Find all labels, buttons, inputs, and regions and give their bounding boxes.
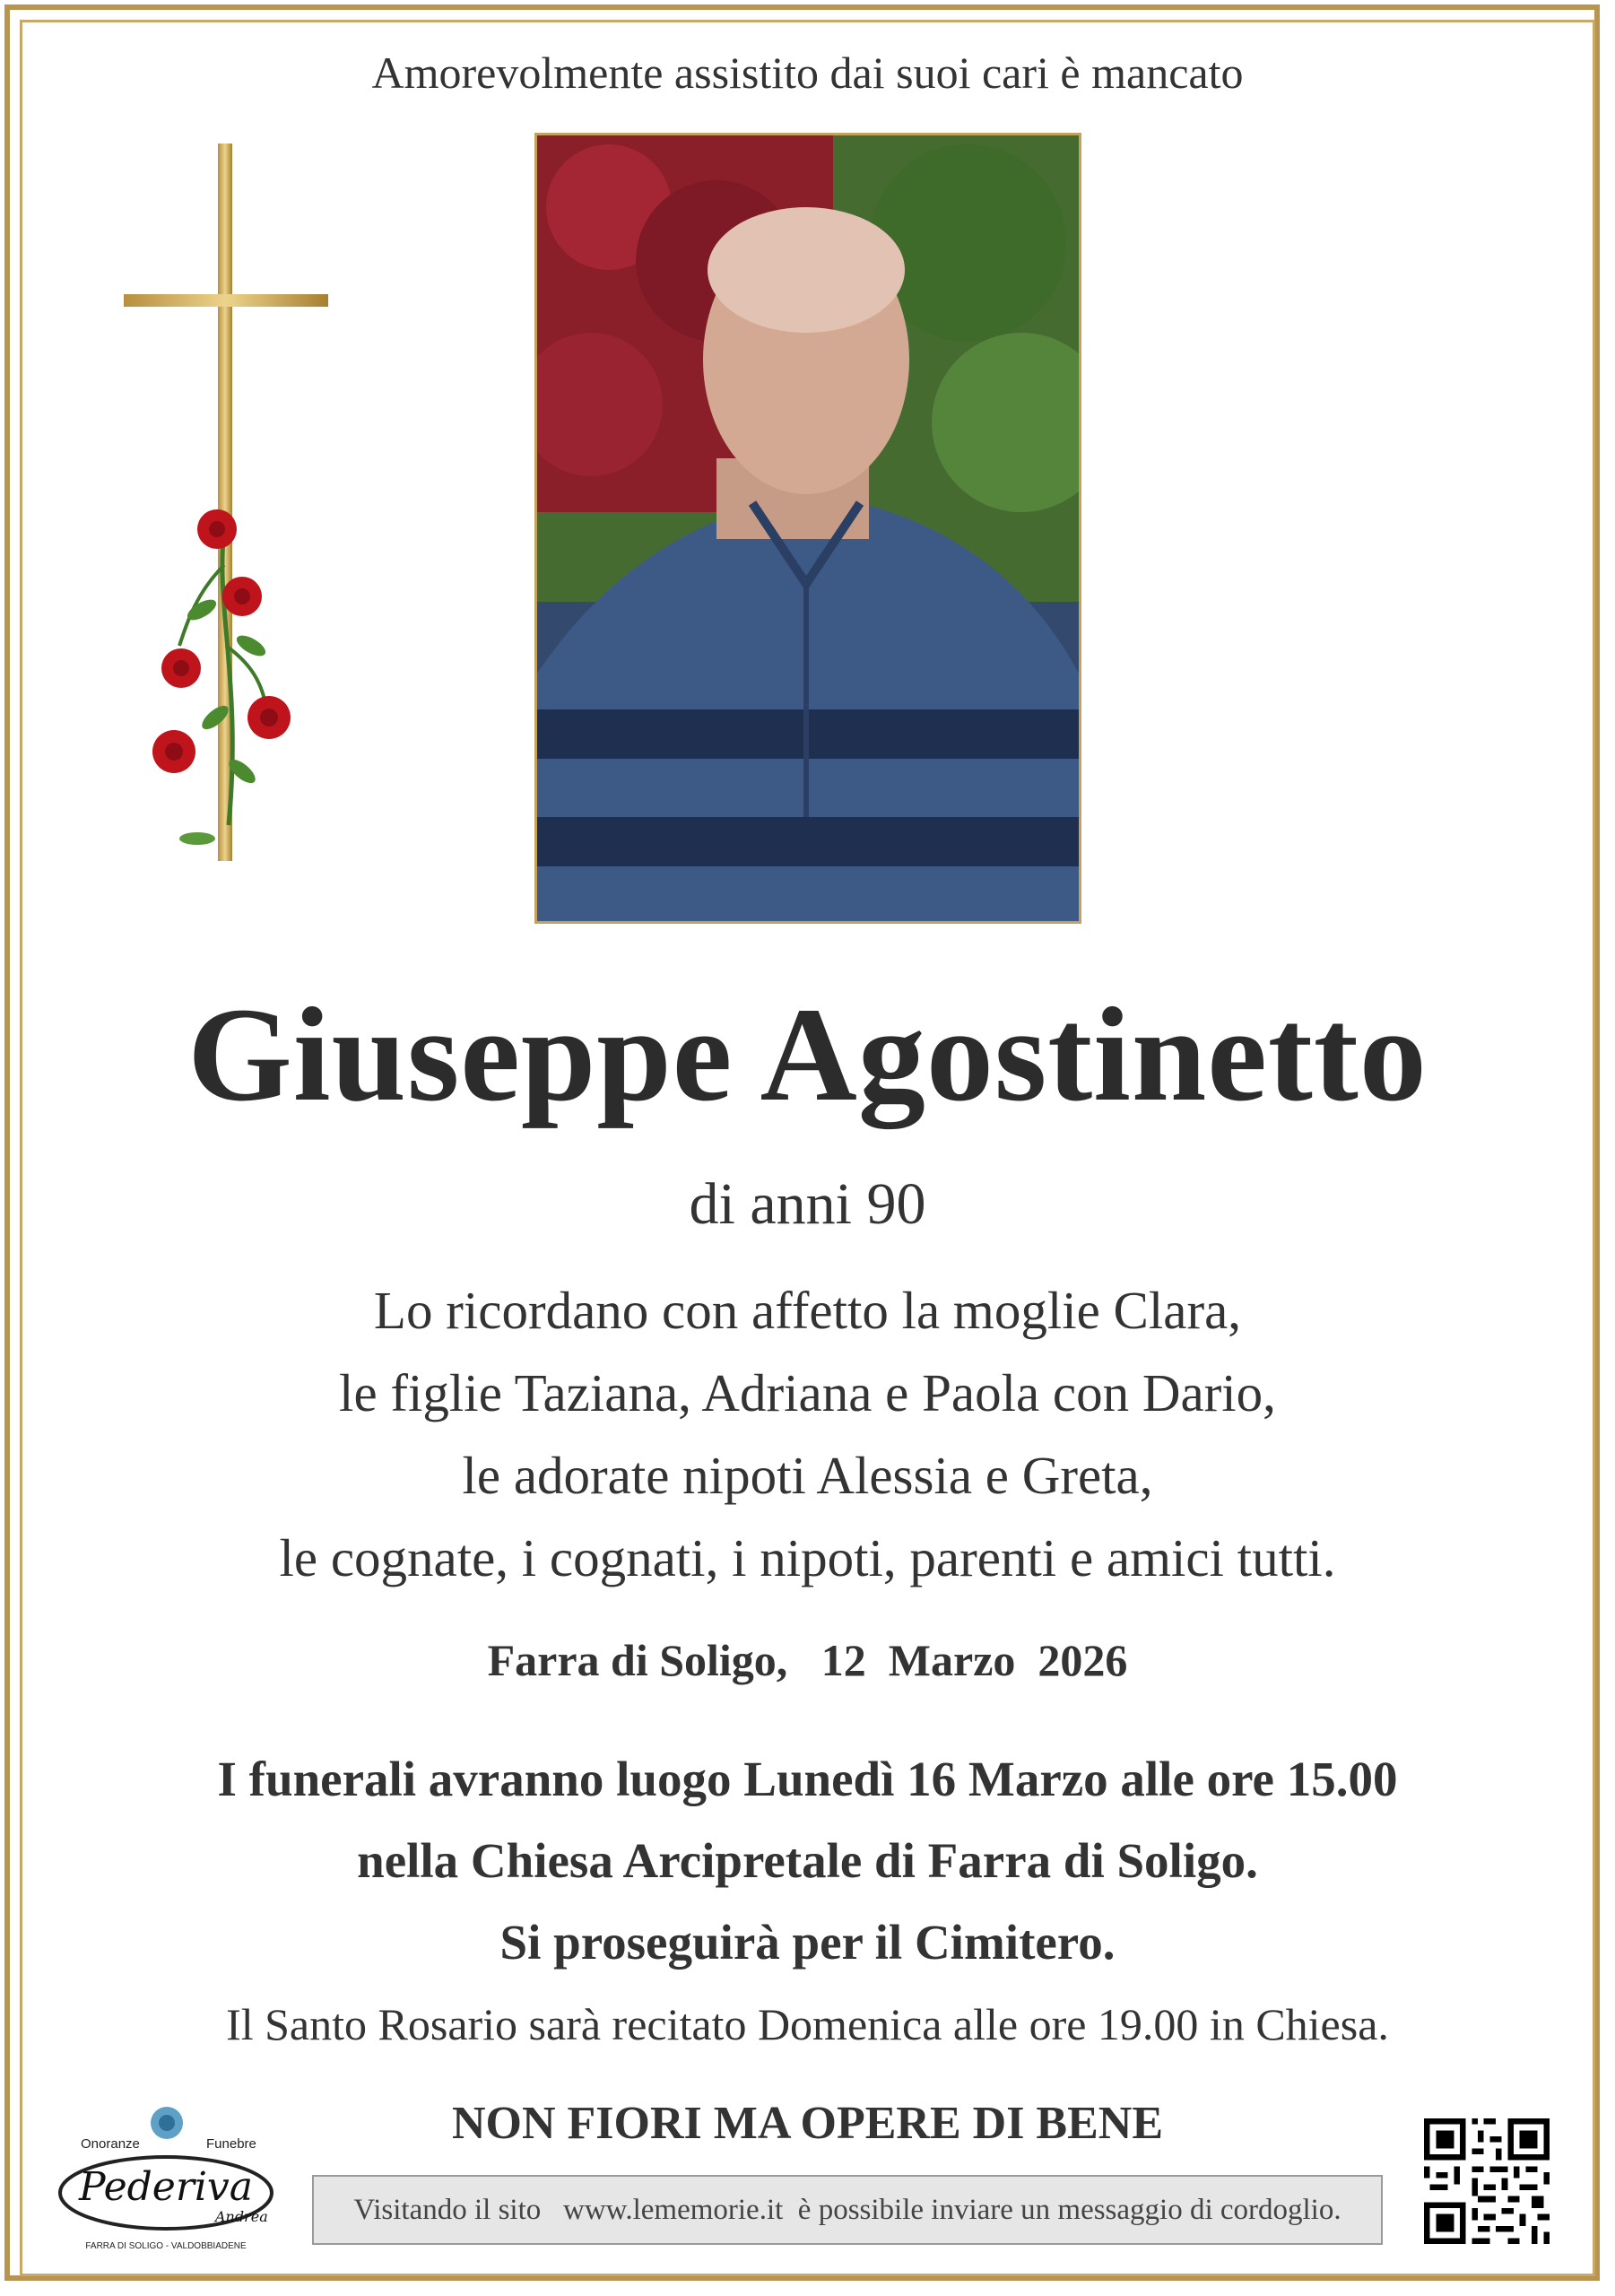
funeral-line: I funerali avranno luogo Lunedì 16 Marzo alle ore 15.00 (217, 1752, 1398, 1806)
logo-top-left: Onoranze (81, 2136, 140, 2152)
intro-text: Amorevolmente assistito dai suoi cari è mancato (371, 48, 1244, 98)
mourners-line: le cognate, i cognati, i nipoti, parenti e amici tutti. (279, 1528, 1336, 1587)
place-date: Farra di Soligo, 12 Marzo 2026 (487, 1635, 1128, 1685)
no-flowers-text: NON FIORI MA OPERE DI BENE (451, 2098, 1164, 2149)
rosary-text: Il Santo Rosario sarà recitato Domenica alle ore 19.00 in Chiesa. (226, 1999, 1389, 2049)
logo-brand: Pederiva (78, 2164, 254, 2210)
cordoglio-text: Visitando il sito www.lememorie.it è possibile inviare un messaggio di cordoglio. (353, 2193, 1341, 2226)
mourners-line: le adorate nipoti Alessia e Greta, (462, 1446, 1153, 1505)
mourners-line: Lo ricordano con affetto la moglie Clara, (373, 1281, 1242, 1340)
funeral-line: nella Chiesa Arcipretale di Farra di Soligo. (357, 1833, 1258, 1888)
mourners-line: le figlie Taziana, Adriana e Paola con Dario, (339, 1363, 1276, 1422)
age-text: di anni 90 (689, 1171, 926, 1237)
funeral-line: Si proseguirà per il Cimitero. (499, 1915, 1116, 1970)
cross-with-roses-icon (117, 144, 332, 870)
logo-top-right: Funebre (206, 2136, 256, 2152)
qr-code-icon[interactable] (1424, 2118, 1550, 2244)
funeral-home-logo (45, 2103, 287, 2256)
portrait-photo (534, 133, 1081, 924)
deceased-name: Giuseppe Agostinetto (187, 980, 1428, 1129)
logo-location: FARRA DI SOLIGO - VALDOBBIADENE (85, 2241, 247, 2251)
logo-sub: Andrea (215, 2208, 268, 2225)
cordoglio-box (312, 2175, 1383, 2245)
funeral-info (0, 1738, 1615, 1983)
mourners-block (0, 1269, 1615, 1599)
